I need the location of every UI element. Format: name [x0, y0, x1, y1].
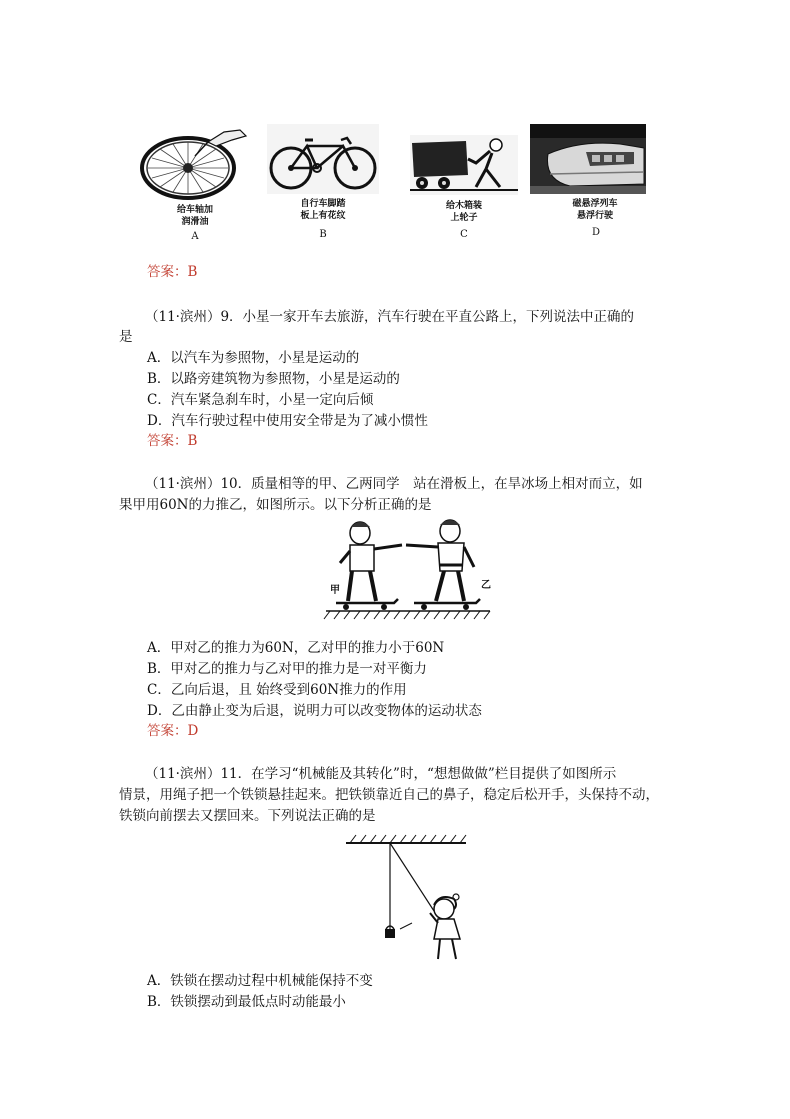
q9-option-a: A．以汽车为参照物，小星是运动的 [147, 350, 360, 366]
q11-option-a: A．铁锁在摆动过程中机械能保持不变 [147, 973, 373, 989]
option-a-caption: 给车轴加 润滑油 [176, 205, 213, 227]
q10-stem-line2: 果甲用60N的力推乙，如图所示。以下分析正确的是 [119, 497, 432, 513]
option-d-caption: 磁悬浮列车 悬浮行驶 [572, 199, 618, 221]
q11-stem-line2: 情景，用绳子把一个铁锁悬挂起来。把铁锁靠近自己的鼻子，稳定后松开手，头保持不动， [119, 787, 659, 803]
option-b-caption: 自行车脚踏 板上有花纹 [300, 199, 346, 221]
skateboard-push-image [318, 517, 494, 621]
q10-option-c: C．乙向后退，且 始终受到60N推力的作用 [147, 682, 407, 698]
pendulum-lock-image [342, 833, 476, 967]
option-d-letter: D [591, 227, 601, 238]
wheel-oiling-image [140, 124, 250, 200]
option-c-letter: C [460, 229, 468, 240]
q10-option-d: D．乙由静止变为后退，说明力可以改变物体的运动状态 [147, 703, 482, 719]
option-a-letter: A [191, 231, 199, 242]
figure-label-yi: 乙 [481, 580, 491, 591]
q9-option-b: B．以路旁建筑物为参照物，小星是运动的 [147, 371, 400, 387]
q11-stem-line1: （11·滨州）11．在学习“机械能及其转化”时，“想想做做”栏目提供了如图所示 [145, 766, 617, 782]
figure-label-jia: 甲 [330, 585, 340, 596]
q9-option-d: D．汽车行驶过程中使用安全带是为了减小惯性 [147, 413, 428, 429]
q8-answer: 答案：B [147, 264, 198, 280]
q10-option-a: A．甲对乙的推力为60N，乙对甲的推力小于60N [147, 640, 445, 656]
option-b-letter: B [319, 229, 327, 240]
q10-option-b: B．甲对乙的推力与乙对甲的推力是一对平衡力 [147, 661, 427, 677]
wheeled-box-image [410, 135, 518, 195]
q10-answer: 答案：D [147, 723, 199, 739]
q9-answer: 答案：B [147, 433, 198, 449]
q11-option-b: B．铁锁摆动到最低点时动能最小 [147, 994, 346, 1010]
option-c-caption: 给木箱装 上轮子 [445, 201, 482, 223]
q10-stem-line1: （11·滨州）10．质量相等的甲、乙两同学 站在滑板上，在旱冰场上相对而立，如 [145, 476, 643, 492]
q9-stem-line2: 是 [119, 329, 133, 345]
bicycle-image [267, 124, 379, 194]
q9-stem-line1: （11·滨州）9．小星一家开车去旅游，汽车行驶在平直公路上，下列说法中正确的 [145, 309, 635, 325]
q9-option-c: C．汽车紧急刹车时，小星一定向后倾 [147, 392, 374, 408]
maglev-train-image [530, 124, 646, 194]
q11-stem-line3: 铁锁向前摆去又摆回来。下列说法正确的是 [119, 808, 376, 824]
